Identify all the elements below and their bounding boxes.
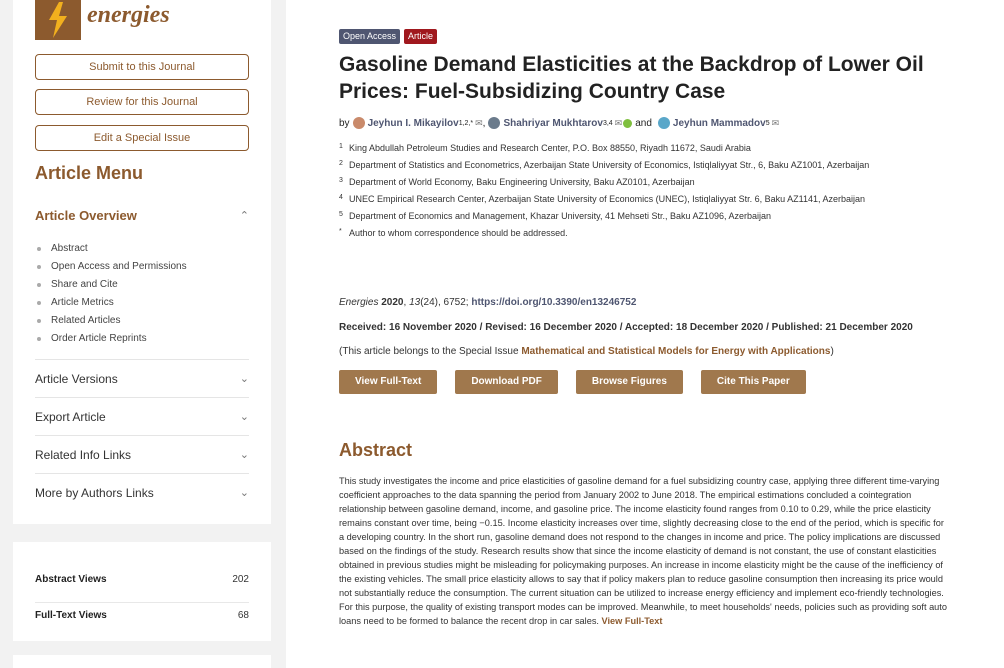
envelope-icon[interactable]: ✉ [475,117,483,128]
metrics-card [13,542,271,641]
accordion-more-by-authors[interactable]: More by Authors Links ⌄ [35,473,249,511]
author-link[interactable]: Shahriyar Mukhtarov [503,117,603,129]
view-full-text-button[interactable]: View Full-Text [339,370,437,394]
affiliation-item: 5 Department of Economics and Management, Khazar University, 41 Mehseti Str., Baku AZ1096, Azerbaijan [339,211,772,221]
accordion-article-versions[interactable]: Article Versions ⌄ [35,359,249,397]
bullet-icon [37,319,41,323]
submit-journal-button[interactable]: Submit to this Journal [35,54,249,80]
author-link[interactable]: Jeyhun Mammadov [672,117,766,129]
article-overview-label: Article Overview [35,208,137,223]
affiliation-item: 1 King Abdullah Petroleum Studies and Research Center, P.O. Box 88550, Riyadh 11672, Saudi Arabia [339,143,751,153]
doi-link[interactable]: https://doi.org/10.3390/en13246752 [471,297,637,308]
article-menu-title: Article Menu [35,163,144,183]
avatar [353,117,365,129]
avatar [488,117,500,129]
chevron-down-icon: ⌄ [239,411,249,423]
stat-abstract-views: Abstract Views 202 [35,574,249,585]
overview-item-related[interactable]: Related Articles [37,312,187,330]
article-type-badge: Article [404,29,437,44]
affiliation-item: * Author to whom correspondence should be addressed. [339,228,568,238]
overview-item-reprints[interactable]: Order Article Reprints [37,330,187,348]
article-badges [339,29,437,44]
bullet-icon [37,283,41,287]
journal-name: energies [87,2,170,28]
accordion-export-article[interactable]: Export Article ⌄ [35,397,249,435]
special-issue-link[interactable]: Mathematical and Statistical Models for Energy with Applications [521,346,831,357]
article-menu-card [13,0,271,524]
stat-full-text-views: Full-Text Views 68 [35,610,249,621]
article-overview-toggle[interactable] [35,208,249,223]
affiliation-item: 3 Department of World Economy, Baku Engineering University, Baku AZ0101, Azerbaijan [339,177,695,187]
divider [35,602,249,603]
journal-logo[interactable] [35,0,170,40]
citation-line: Energies 2020, 13(24), 6752; https://doi.org/10.3390/en13246752 [339,297,637,308]
bullet-icon [37,301,41,305]
author-link[interactable]: Jeyhun I. Mikayilov [367,117,459,129]
bullet-icon [37,247,41,251]
bullet-icon [37,337,41,341]
browse-figures-button[interactable]: Browse Figures [576,370,683,394]
article-overview-list [37,240,187,348]
review-journal-button[interactable]: Review for this Journal [35,89,249,115]
overview-item-share-cite[interactable]: Share and Cite [37,276,187,294]
envelope-icon[interactable]: ✉ [771,117,780,128]
view-full-text-link[interactable]: View Full-Text [601,616,663,626]
affiliation-item: 2 Department of Statistics and Econometrics, Azerbaijan State University of Economics, Istiqlaliyyat Str., 6, Baku AZ1001, Azerbaijan [339,160,870,170]
publication-dates: Received: 16 November 2020 / Revised: 16 December 2020 / Accepted: 18 December 2020 / Published: 21 December 2020 [339,322,913,333]
accordion-related-info[interactable]: Related Info Links ⌄ [35,435,249,473]
chevron-up-icon: ⌃ [239,210,249,222]
avatar [658,117,670,129]
open-access-badge: Open Access [339,29,400,44]
article-actions [339,370,806,394]
chevron-down-icon: ⌄ [239,487,249,499]
orcid-icon[interactable] [623,119,632,128]
abstract-text: This study investigates the income and price elasticities of gasoline demand for a fuel subsidizing country case, applying three different time-varying coefficient approaches to the data spanning the period from January 2002 to June 2018. The empirical estimations concluded a cointegration relationship between gasoline demand, income, and gasoline price. The income elasticity found ranges from 0.10 to 0.29, while the price elasticity remains constant over time, being −0.15. Income elasticity increases over time, slightly decreasing close to the end of the period, which is specific for a developing country. In the short run, gasoline demand does not respond to the changes in income and price. The policy implications are discussed based on the findings of the study. Research results show that since the income elasticity of demand is not constant, the use of constant elasticities obtained in previous studies might be misleading for policymaking purposes. An increase in income elasticity might be the cause of the inefficiency of the existing vehicles. The small price elasticity allows to say that if policy makers plan to reduce gasoline consumption then increasing its price would not substantially reduce the consumption. The current situation can be utilized to increase energy efficiency and implement eco-friendly technologies. For this purpose, the quality of existing transport modes can be improved. Meanwhile, to meet households' needs, policies such as providing soft auto loans need to be formed to balance the recent drop in car sales. View Full-Text [339,476,947,626]
author-list: by Jeyhun I. Mikayilov 1,2,* ✉ , Shahriyar Mukhtarov 3,4 ✉ and Jeyhun Mammadov 5 ✉ [339,117,780,129]
article-content [286,0,1004,668]
cite-paper-button[interactable]: Cite This Paper [701,370,806,394]
bullet-icon [37,265,41,269]
download-pdf-button[interactable]: Download PDF [455,370,558,394]
article-title: Gasoline Demand Elasticities at the Backdrop of Lower Oil Prices: Fuel-Subsidizing Country Case [339,53,924,103]
overview-item-open-access[interactable]: Open Access and Permissions [37,258,187,276]
edit-special-issue-button[interactable]: Edit a Special Issue [35,125,249,151]
special-issue-note: (This article belongs to the Special Issue Mathematical and Statistical Models for Energy with Applications) [339,346,834,357]
chevron-down-icon: ⌄ [239,449,249,461]
lightning-icon [35,0,81,40]
overview-item-metrics[interactable]: Article Metrics [37,294,187,312]
overview-item-abstract[interactable]: Abstract [37,240,187,258]
sidebar-card [13,655,271,668]
envelope-icon[interactable]: ✉ [614,117,623,128]
abstract-heading: Abstract [339,440,413,460]
affiliation-list [339,142,949,244]
chevron-down-icon: ⌄ [239,373,249,385]
affiliation-item: 4 UNEC Empirical Research Center, Azerbaijan State University of Economics (UNEC), Istiqlaliyyat Str. 6, Baku AZ1141, Azerbaijan [339,194,866,204]
